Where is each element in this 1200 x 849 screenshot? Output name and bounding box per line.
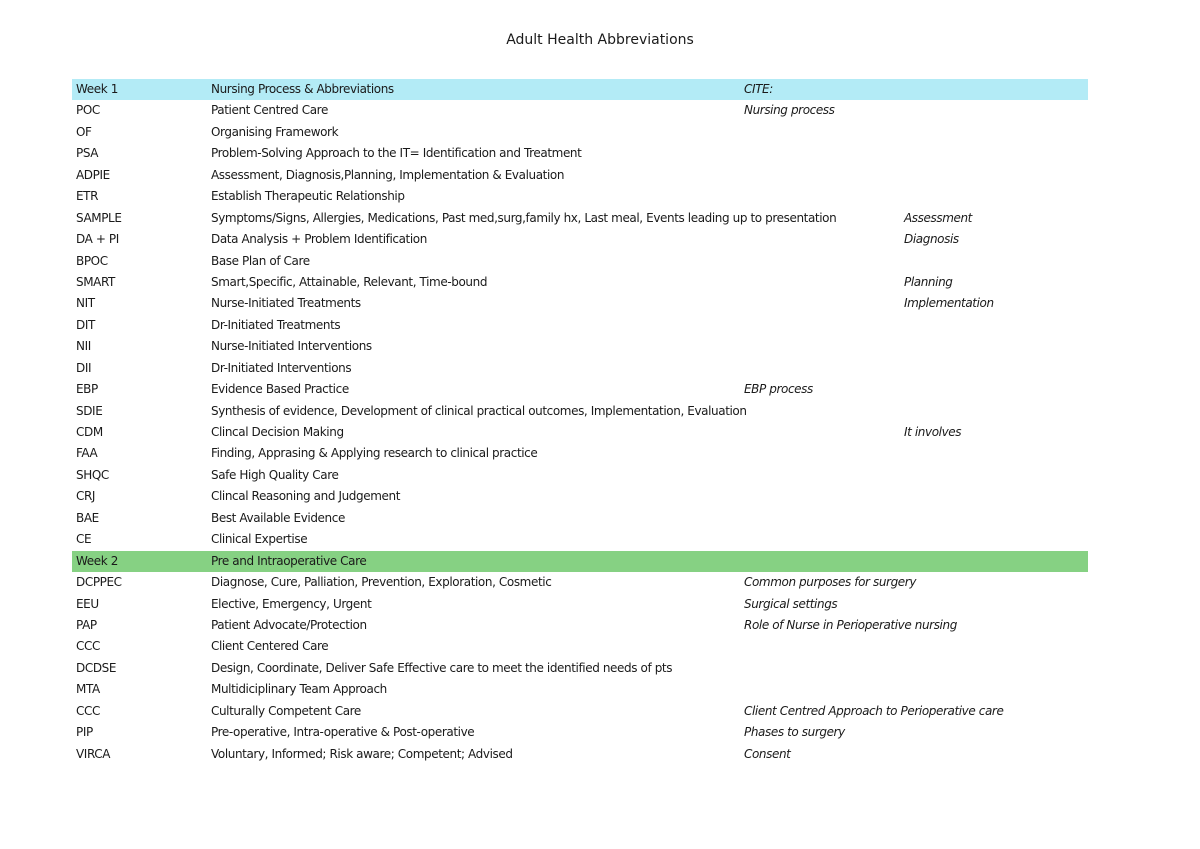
- category-cell: [904, 165, 1084, 186]
- category-cell: [904, 143, 1084, 164]
- meaning-cell: Clinical Expertise: [211, 532, 308, 547]
- meaning-cell: Patient Centred Care: [211, 103, 328, 118]
- meaning-cell: Nursing Process & Abbreviations: [211, 82, 394, 96]
- category-cell: [904, 358, 1084, 379]
- abbreviation-cell: EBP: [76, 382, 98, 397]
- table-row: [72, 272, 1088, 293]
- table-row: [72, 422, 1088, 443]
- note-cell: CITE:: [744, 82, 773, 96]
- abbreviation-cell: DCDSE: [76, 660, 117, 675]
- note-cell: Phases to surgery: [744, 725, 845, 740]
- note-cell: Surgical settings: [744, 596, 838, 611]
- meaning-cell: Elective, Emergency, Urgent: [211, 596, 372, 611]
- abbreviation-cell: MTA: [76, 682, 100, 697]
- category-cell: [904, 744, 1084, 765]
- abbreviation-cell: NIT: [76, 296, 95, 311]
- abbreviation-cell: NII: [76, 339, 91, 354]
- category-cell: [904, 122, 1084, 143]
- abbreviations-table: [72, 79, 1088, 765]
- meaning-cell: Synthesis of evidence, Development of clinical practical outcomes, Implementation, Evaluation: [211, 403, 747, 418]
- abbreviation-cell: PSA: [76, 146, 99, 161]
- category-cell: [904, 551, 1084, 572]
- category-cell: [904, 636, 1084, 657]
- category-cell: [904, 722, 1084, 743]
- meaning-cell: Dr-Initiated Treatments: [211, 317, 341, 332]
- abbreviation-cell: SMART: [76, 274, 115, 289]
- meaning-cell: Clincal Decision Making: [211, 425, 344, 439]
- meaning-cell: Pre and Intraoperative Care: [211, 553, 367, 568]
- table-row: [72, 679, 1088, 700]
- category-cell: Diagnosis: [904, 232, 959, 247]
- category-cell: [904, 401, 1084, 422]
- table-row: [72, 100, 1088, 121]
- abbreviation-cell: CE: [76, 532, 92, 547]
- meaning-cell: Culturally Competent Care: [211, 703, 361, 718]
- abbreviation-cell: OF: [76, 124, 92, 139]
- note-cell: Role of Nurse in Perioperative nursing: [744, 617, 957, 632]
- category-cell: [904, 701, 1084, 722]
- meaning-cell: Smart,Specific, Attainable, Relevant, Time-bound: [211, 274, 488, 289]
- abbreviation-cell: VIRCA: [76, 746, 111, 761]
- meaning-cell: Design, Coordinate, Deliver Safe Effective care to meet the identified needs of pts: [211, 660, 673, 675]
- document-title: Adult Health Abbreviations: [506, 32, 694, 48]
- abbreviation-cell: PAP: [76, 617, 97, 632]
- category-cell: [904, 658, 1084, 679]
- table-row: [72, 615, 1088, 636]
- category-cell: [904, 465, 1084, 486]
- abbreviation-cell: CDM: [76, 425, 103, 439]
- category-cell: [904, 186, 1084, 207]
- table-row: [72, 229, 1088, 250]
- table-row: [72, 251, 1088, 272]
- abbreviation-cell: PIP: [76, 725, 93, 740]
- meaning-cell: Evidence Based Practice: [211, 382, 349, 397]
- table-row: [72, 465, 1088, 486]
- note-cell: Consent: [744, 746, 791, 761]
- table-row: [72, 143, 1088, 164]
- category-cell: [904, 251, 1084, 272]
- meaning-cell: Organising Framework: [211, 124, 339, 139]
- meaning-cell: Base Plan of Care: [211, 253, 310, 268]
- category-cell: [904, 572, 1084, 593]
- category-cell: [904, 315, 1084, 336]
- meaning-cell: Clincal Reasoning and Judgement: [211, 489, 400, 504]
- table-row: [72, 208, 1088, 229]
- abbreviation-cell: ADPIE: [76, 167, 110, 182]
- meaning-cell: Problem-Solving Approach to the IT= Identification and Treatment: [211, 146, 582, 161]
- note-cell: Client Centred Approach to Perioperative care: [744, 703, 1004, 718]
- abbreviation-cell: SHQC: [76, 467, 109, 482]
- category-cell: [904, 679, 1084, 700]
- week-header-row: [72, 551, 1088, 572]
- abbreviation-cell: DIT: [76, 317, 95, 332]
- category-cell: [904, 486, 1084, 507]
- table-row: [72, 358, 1088, 379]
- abbreviation-cell: CCC: [76, 703, 100, 718]
- table-row: [72, 572, 1088, 593]
- category-cell: It involves: [904, 425, 962, 439]
- abbreviation-cell: ETR: [76, 189, 99, 204]
- category-cell: [904, 443, 1084, 464]
- table-row: [72, 186, 1088, 207]
- category-cell: Implementation: [904, 296, 994, 311]
- meaning-cell: Assessment, Diagnosis,Planning, Implementation & Evaluation: [211, 167, 565, 182]
- abbreviation-cell: CCC: [76, 639, 100, 654]
- abbreviation-cell: BPOC: [76, 253, 108, 268]
- table-row: [72, 701, 1088, 722]
- abbreviation-cell: POC: [76, 103, 100, 118]
- abbreviation-cell: DII: [76, 360, 92, 375]
- abbreviation-cell: DCPPEC: [76, 575, 122, 590]
- meaning-cell: Symptoms/Signs, Allergies, Medications, Past med,surg,family hx, Last meal, Events leading up to presentation: [211, 210, 837, 225]
- category-cell: Assessment: [904, 210, 972, 225]
- table-row: [72, 443, 1088, 464]
- category-cell: [904, 594, 1084, 615]
- meaning-cell: Best Available Evidence: [211, 510, 345, 525]
- category-cell: [904, 615, 1084, 636]
- meaning-cell: Dr-Initiated Interventions: [211, 360, 352, 375]
- note-cell: EBP process: [744, 382, 813, 397]
- table-row: [72, 401, 1088, 422]
- category-cell: [904, 379, 1084, 400]
- table-row: [72, 744, 1088, 765]
- table-row: [72, 636, 1088, 657]
- meaning-cell: Safe High Quality Care: [211, 467, 339, 482]
- table-row: [72, 658, 1088, 679]
- table-row: [72, 722, 1088, 743]
- table-row: [72, 293, 1088, 314]
- abbreviation-cell: Week 1: [76, 82, 118, 96]
- meaning-cell: Voluntary, Informed; Risk aware; Competent; Advised: [211, 746, 513, 761]
- category-cell: [904, 100, 1084, 121]
- abbreviation-cell: BAE: [76, 510, 99, 525]
- table-row: [72, 122, 1088, 143]
- abbreviation-cell: EEU: [76, 596, 99, 611]
- category-cell: [904, 79, 1084, 100]
- note-cell: Common purposes for surgery: [744, 575, 917, 590]
- table-row: [72, 379, 1088, 400]
- abbreviation-cell: SDIE: [76, 403, 103, 418]
- abbreviation-cell: CRJ: [76, 489, 96, 504]
- meaning-cell: Nurse-Initiated Interventions: [211, 339, 372, 354]
- meaning-cell: Nurse-Initiated Treatments: [211, 296, 361, 311]
- category-cell: Planning: [904, 274, 953, 289]
- table-row: [72, 336, 1088, 357]
- meaning-cell: Data Analysis + Problem Identification: [211, 232, 427, 247]
- category-cell: [904, 529, 1084, 550]
- abbreviation-cell: FAA: [76, 446, 98, 461]
- meaning-cell: Pre-operative, Intra-operative & Post-operative: [211, 725, 475, 740]
- abbreviation-cell: Week 2: [76, 553, 118, 568]
- note-cell: Nursing process: [744, 103, 835, 118]
- meaning-cell: Patient Advocate/Protection: [211, 617, 367, 632]
- meaning-cell: Finding, Apprasing & Applying research to clinical practice: [211, 446, 538, 461]
- meaning-cell: Multidiciplinary Team Approach: [211, 682, 387, 697]
- week-header-row: [72, 79, 1088, 100]
- category-cell: [904, 508, 1084, 529]
- table-row: [72, 486, 1088, 507]
- table-row: [72, 315, 1088, 336]
- category-cell: [904, 336, 1084, 357]
- table-row: [72, 165, 1088, 186]
- table-row: [72, 594, 1088, 615]
- table-row: [72, 508, 1088, 529]
- abbreviation-cell: DA + PI: [76, 232, 119, 247]
- meaning-cell: Client Centered Care: [211, 639, 329, 654]
- abbreviation-cell: SAMPLE: [76, 210, 122, 225]
- table-row: [72, 529, 1088, 550]
- meaning-cell: Establish Therapeutic Relationship: [211, 189, 405, 204]
- meaning-cell: Diagnose, Cure, Palliation, Prevention, Exploration, Cosmetic: [211, 575, 552, 590]
